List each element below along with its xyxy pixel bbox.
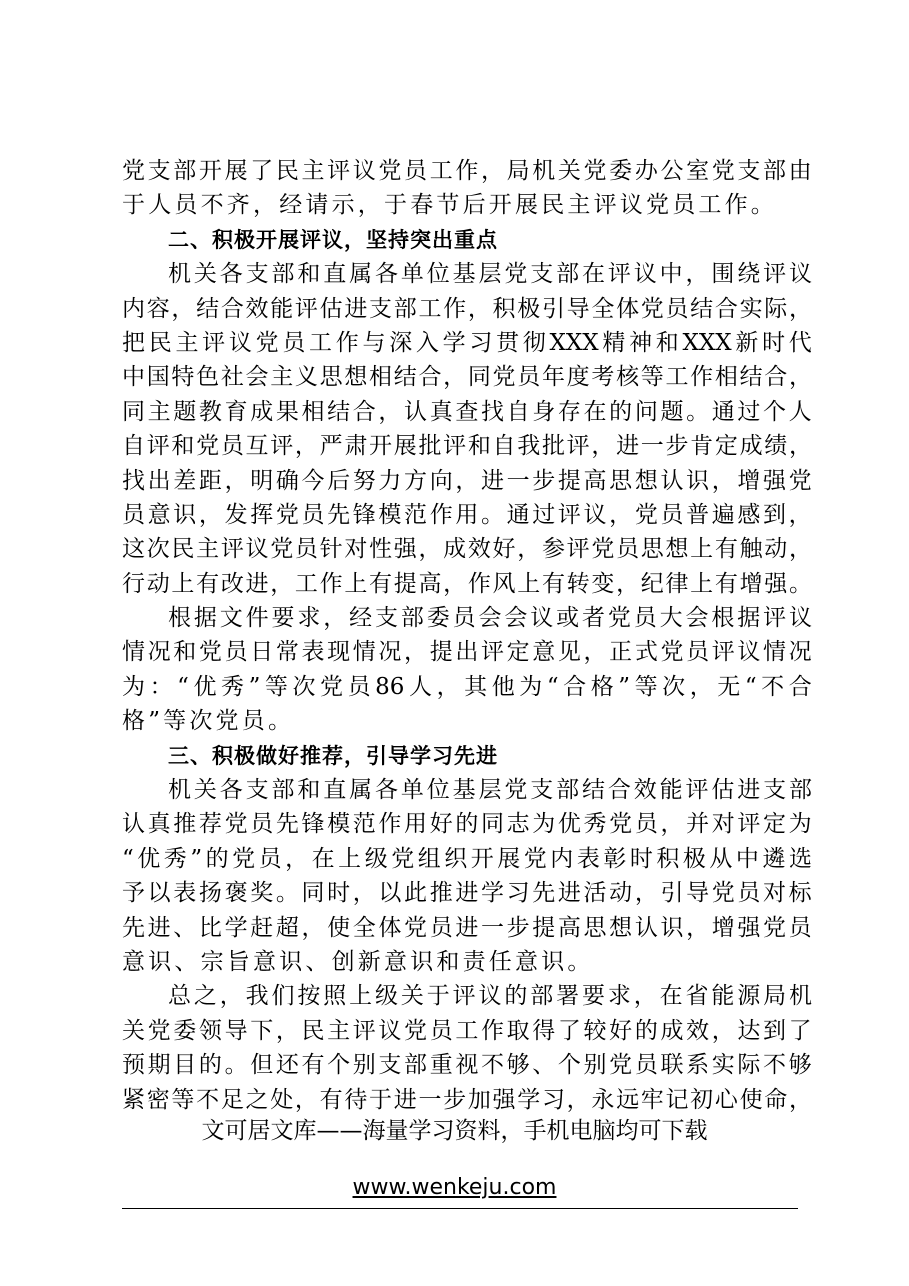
paragraph-line: 情 况 和 党 员 日 常 表 现 情 况 ， 提 出 评 定 意 见 ， 正 式 党 员 评 议 情 况 xyxy=(122,639,812,666)
paragraph-line: 预 期 目 的 。 但 还 有 个 别 支 部 重 视 不 够 、 个 别 党 员 联 系 实 际 不 够 xyxy=(122,1052,812,1079)
paragraph-line: 内 容 ， 结 合 效 能 评 估 进 支 部 工 作 ， 积 极 引 导 全 体 党 员 结 合 实 际 ， xyxy=(122,295,812,322)
footer-url-link[interactable]: www.wenkeju.com xyxy=(352,1175,557,1200)
paragraph-line: 认 真 推 荐 党 员 先 锋 模 范 作 用 好 的 同 志 为 优 秀 党 员 ， 并 对 评 定 为 xyxy=(122,811,812,838)
paragraph-line: 格”等次党员。 xyxy=(122,708,295,735)
paragraph-line: 机 关 各 支 部 和 直 属 各 单 位 基 层 党 支 部 在 评 议 中 ， 围 绕 评 议 xyxy=(168,261,812,288)
paragraph-line: 这 次 民 主 评 议 党 员 针 对 性 强 ， 成 效 好 ， 参 评 党 员 思 想 上 有 触 动 ， xyxy=(122,536,812,563)
paragraph-line: 于人员不齐，经请示，于春节后开展民主评议党员工作。 xyxy=(122,192,777,219)
paragraph-line: 予 以 表 扬 褒 奖 。 同 时 ， 以 此 推 进 学 习 先 进 活 动 ， 引 导 党 员 对 标 xyxy=(122,880,812,907)
paragraph-line: 同 主 题 教 育 成 果 相 结 合 ， 认 真 查 找 自 身 存 在 的 问 题 。 通 过 个 人 xyxy=(122,398,812,425)
paragraph-line: 找 出 差 距 ， 明 确 今 后 努 力 方 向 ， 进 一 步 提 高 思 想 认 识 ， 增 强 党 xyxy=(122,467,812,494)
paragraph-line: “ 优 秀 ” 的 党 员 ， 在 上 级 党 组 织 开 展 党 内 表 彰 时 积 极 从 中 遴 选 xyxy=(122,845,812,872)
paragraph-line: 意识、宗旨意识、创新意识和责任意识。 xyxy=(122,948,594,975)
document-body xyxy=(122,154,812,1117)
paragraph-line: 根 据 文 件 要 求 ， 经 支 部 委 员 会 会 议 或 者 党 员 大 会 根 据 评 议 xyxy=(168,605,812,632)
paragraph-line: 中 国 特 色 社 会 主 义 思 想 相 结 合 ， 同 党 员 年 度 考 核 等 工 作 相 结 合 ， xyxy=(122,364,812,391)
paragraph-line: 关 党 委 领 导 下 ， 民 主 评 议 党 员 工 作 取 得 了 较 好 的 成 效 ， 达 到 了 xyxy=(122,1017,812,1044)
section-heading: 三、积极做好推荐，引导学习先进 xyxy=(168,743,498,768)
paragraph-line: 先 进 、 比 学 赶 超 ， 使 全 体 党 员 进 一 步 提 高 思 想 认 识 ， 增 强 党 员 xyxy=(122,914,812,941)
paragraph-line: 把 民 主 评 议 党 员 工 作 与 深 入 学 习 贯 彻 XXX 精 神 和 XXX 新 时 代 xyxy=(122,329,812,356)
section-heading: 二、积极开展评议，坚持突出重点 xyxy=(168,227,498,252)
paragraph-line: 紧 密 等 不 足 之 处 ， 有 待 于 进 一 步 加 强 学 习 ， 永 远 牢 记 初 心 使 命 ， xyxy=(122,1086,812,1113)
paragraph-line: 为 ： “ 优 秀 ” 等 次 党 员 86 人 ， 其 他 为 “ 合 格 ” 等 次 ， 无 “ 不 合 xyxy=(122,673,812,700)
paragraph-line: 行 动 上 有 改 进 ， 工 作 上 有 提 高 ， 作 风 上 有 转 变 ， 纪 律 上 有 增 强 。 xyxy=(122,570,812,597)
paragraph-line: 员 意 识 ， 发 挥 党 员 先 锋 模 范 作 用 。 通 过 评 议 ， 党 员 普 遍 感 到 ， xyxy=(122,501,812,528)
paragraph-line: 机 关 各 支 部 和 直 属 各 单 位 基 层 党 支 部 结 合 效 能 评 估 进 支 部 xyxy=(168,777,812,804)
paragraph-line: 党 支 部 开 展 了 民 主 评 议 党 员 工 作 ， 局 机 关 党 委 办 公 室 党 支 部 由 xyxy=(122,158,812,184)
footer-tagline: 文可居文库——海量学习资料，手机电脑均可下载 xyxy=(201,1118,708,1144)
paragraph-line: 总 之 ， 我 们 按 照 上 级 关 于 评 议 的 部 署 要 求 ， 在 省 能 源 局 机 xyxy=(168,983,812,1010)
footer-divider xyxy=(122,1208,798,1209)
paragraph-line: 自 评 和 党 员 互 评 ， 严 肃 开 展 批 评 和 自 我 批 评 ， 进 一 步 肯 定 成 绩 ， xyxy=(122,433,812,460)
